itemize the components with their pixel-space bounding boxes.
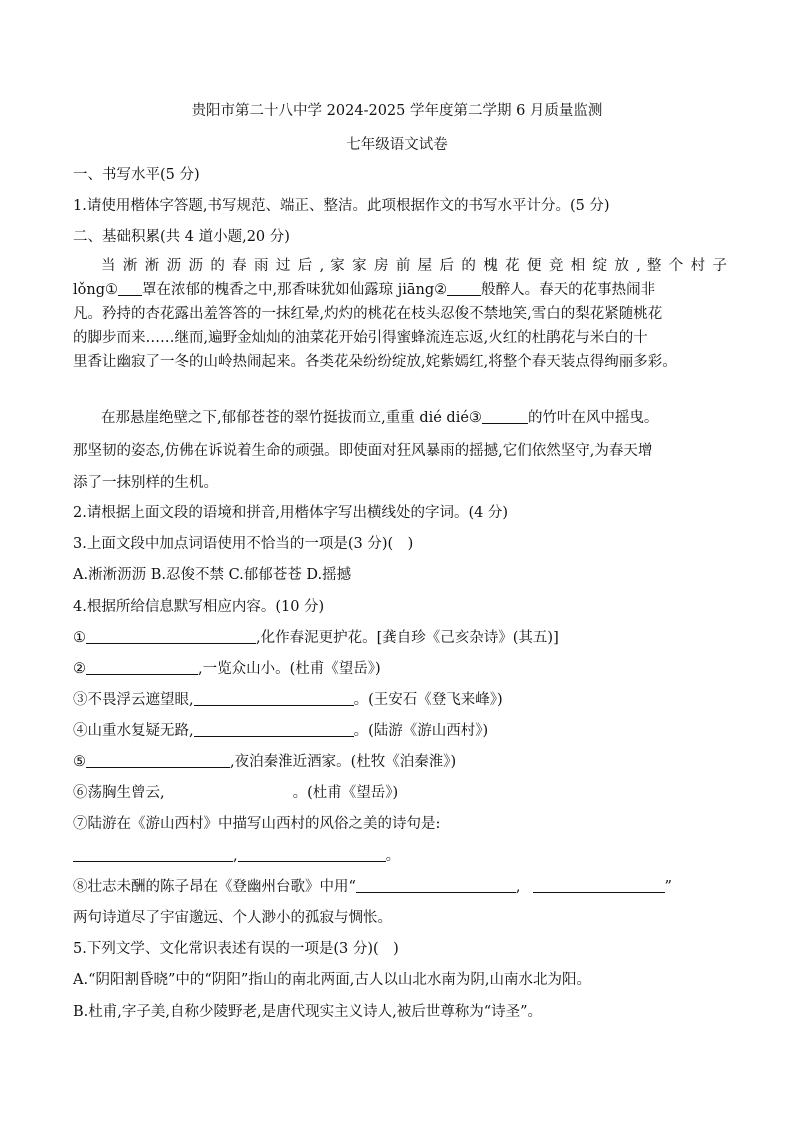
- section-2-heading: 二、基础积累(共 4 道小题,20 分): [73, 229, 290, 245]
- item-2-number: ②: [73, 661, 86, 677]
- item-7-separator: ,: [233, 848, 238, 864]
- question-5-option-a: A.“阴阳割昏晓”中的“阴阳”指山的南北两面,古人以山北水南为阴,山南水北为阳。: [73, 972, 591, 988]
- answer-blank-4-8b[interactable]: [533, 877, 665, 893]
- blank-1[interactable]: [118, 280, 142, 296]
- passage1-line2-mid: 罩在浓郁的槐香之中,那香味犹如仙露琼 jiāng②: [142, 282, 448, 298]
- item-6-source: 。(杜甫《望岳》): [292, 785, 399, 801]
- item-1-number: ①: [73, 630, 86, 646]
- question-3-stem: 3.上面文段中加点词语使用不恰当的一项是(3 分)( ): [73, 536, 414, 552]
- item-4-source: 。(陆游《游山西村》): [353, 723, 489, 739]
- section-1-heading: 一、书写水平(5 分): [73, 167, 200, 183]
- question-4-item-5: [73, 752, 456, 772]
- item-3-source: 。(王安石《登飞来峰》): [353, 692, 503, 708]
- question-4-item-2: [73, 659, 381, 679]
- answer-blank-4-8a[interactable]: [356, 877, 516, 893]
- answer-blank-4-2[interactable]: [86, 659, 198, 675]
- question-5-option-b: B.杜甫,字子美,自称少陵野老,是唐代现实主义诗人,被后世尊称为“诗圣”。: [73, 1004, 543, 1020]
- question-3-options: A.淅淅沥沥 B.忍俊不禁 C.郁郁苍苍 D.摇撼: [73, 567, 352, 583]
- item-8-separator: ,: [515, 879, 521, 895]
- pinyin-blank-1-label: lǒng①: [73, 282, 118, 298]
- item-2-text: ,一览众山小。(杜甫《望岳》): [198, 661, 381, 677]
- exam-title: 贵阳市第二十八中学 2024-2025 学年度第二学期 6 月质量监测: [191, 103, 603, 119]
- question-4-item-6: [73, 783, 398, 803]
- question-4-item-7: ⑦陆游在《游山西村》中描写山西村的风俗之美的诗句是:: [73, 816, 441, 832]
- answer-blank-4-7b[interactable]: [238, 846, 386, 862]
- passage1-line2: [73, 280, 655, 300]
- answer-blank-4-7a[interactable]: [73, 846, 233, 862]
- passage2-line3: 添了一抹别样的生机。: [73, 475, 218, 491]
- item-7-end: 。: [385, 848, 401, 864]
- exam-subtitle: 七年级语文试卷: [346, 137, 448, 153]
- question-4-item-3: [73, 690, 503, 710]
- passage1-line4: 的脚步而来……继而,遍野金灿灿的油菜花开始引得蜜蜂流连忘返,火红的杜鹃花与米白的十: [73, 330, 648, 346]
- question-1: 1.请使用楷体字答题,书写规范、端正、整洁。此项根据作文的书写水平计分。(5 分): [73, 198, 610, 214]
- item-1-text: ,化作春泥更护花。[龚自珍《己亥杂诗》(其五)]: [256, 630, 559, 646]
- passage1-line1: [101, 256, 727, 276]
- passage2-line1-end: 的竹叶在风中摇曳。: [527, 410, 659, 426]
- passage1-line2-end: 般醉人。春天的花事热闹非: [481, 282, 656, 298]
- question-4-stem: 4.根据所给信息默写相应内容。(10 分): [73, 599, 325, 615]
- question-2: 2.请根据上面文段的语境和拼音,用楷体字写出横线处的字词。(4 分): [73, 505, 509, 521]
- question-5-stem: 5.下列文学、文化常识表述有误的一项是(3 分)( ): [73, 941, 399, 957]
- item-6-text: ⑥荡胸生曾云,: [73, 785, 165, 801]
- passage2-line1: [101, 408, 658, 428]
- passage1-line5: 里香让幽寂了一冬的山岭热闹起来。各类花朵纷纷绽放,姹紫嫣红,将整个春天装点得绚丽多彩。: [73, 354, 677, 370]
- answer-blank-4-3[interactable]: [194, 690, 354, 706]
- question-4-item-1: [73, 628, 559, 648]
- item-8-text: ⑧壮志未酬的陈子昂在《登幽州台歌》中用“: [73, 879, 356, 895]
- passage1-line1-text: 当 淅 淅 沥 沥 的 春 雨 过 后 , 家 家 房 前 屋 后 的 槐 花 便 竞 相 绽 放 , 整 个 村 子: [101, 258, 727, 274]
- question-4-item-7-answers: [73, 846, 400, 866]
- question-4-item-4: [73, 721, 488, 741]
- passage2-line2: 那坚韧的姿态,仿佛在诉说着生命的顽强。即使面对狂风暴雨的摇撼,它们依然坚守,为春天增: [73, 443, 653, 459]
- answer-blank-4-1[interactable]: [86, 628, 256, 644]
- item-8-end: ”: [664, 879, 672, 895]
- answer-blank-4-4[interactable]: [194, 721, 354, 737]
- item-5-text: ,夜泊秦淮近酒家。(杜牧《泊秦淮》): [230, 754, 457, 770]
- blank-2[interactable]: [447, 280, 481, 296]
- blank-3[interactable]: [482, 408, 528, 424]
- item-3-text: ③不畏浮云遮望眼,: [73, 692, 194, 708]
- passage2-line1-start: 在那悬崖绝壁之下,郁郁苍苍的翠竹挺拔而立,重重 dié dié③: [101, 410, 482, 426]
- question-4-item-8-line2: 两句诗道尽了宇宙邈远、个人渺小的孤寂与惆怅。: [73, 910, 392, 926]
- item-5-number: ⑤: [73, 754, 86, 770]
- passage1-line3: 凡。矜持的杏花露出羞答答的一抹红晕,灼灼的桃花在枝头忍俊不禁地笑,雪白的梨花紧随桃花: [73, 306, 663, 322]
- question-4-item-8: [73, 877, 672, 897]
- answer-blank-4-5[interactable]: [86, 752, 230, 768]
- item-4-text: ④山重水复疑无路,: [73, 723, 194, 739]
